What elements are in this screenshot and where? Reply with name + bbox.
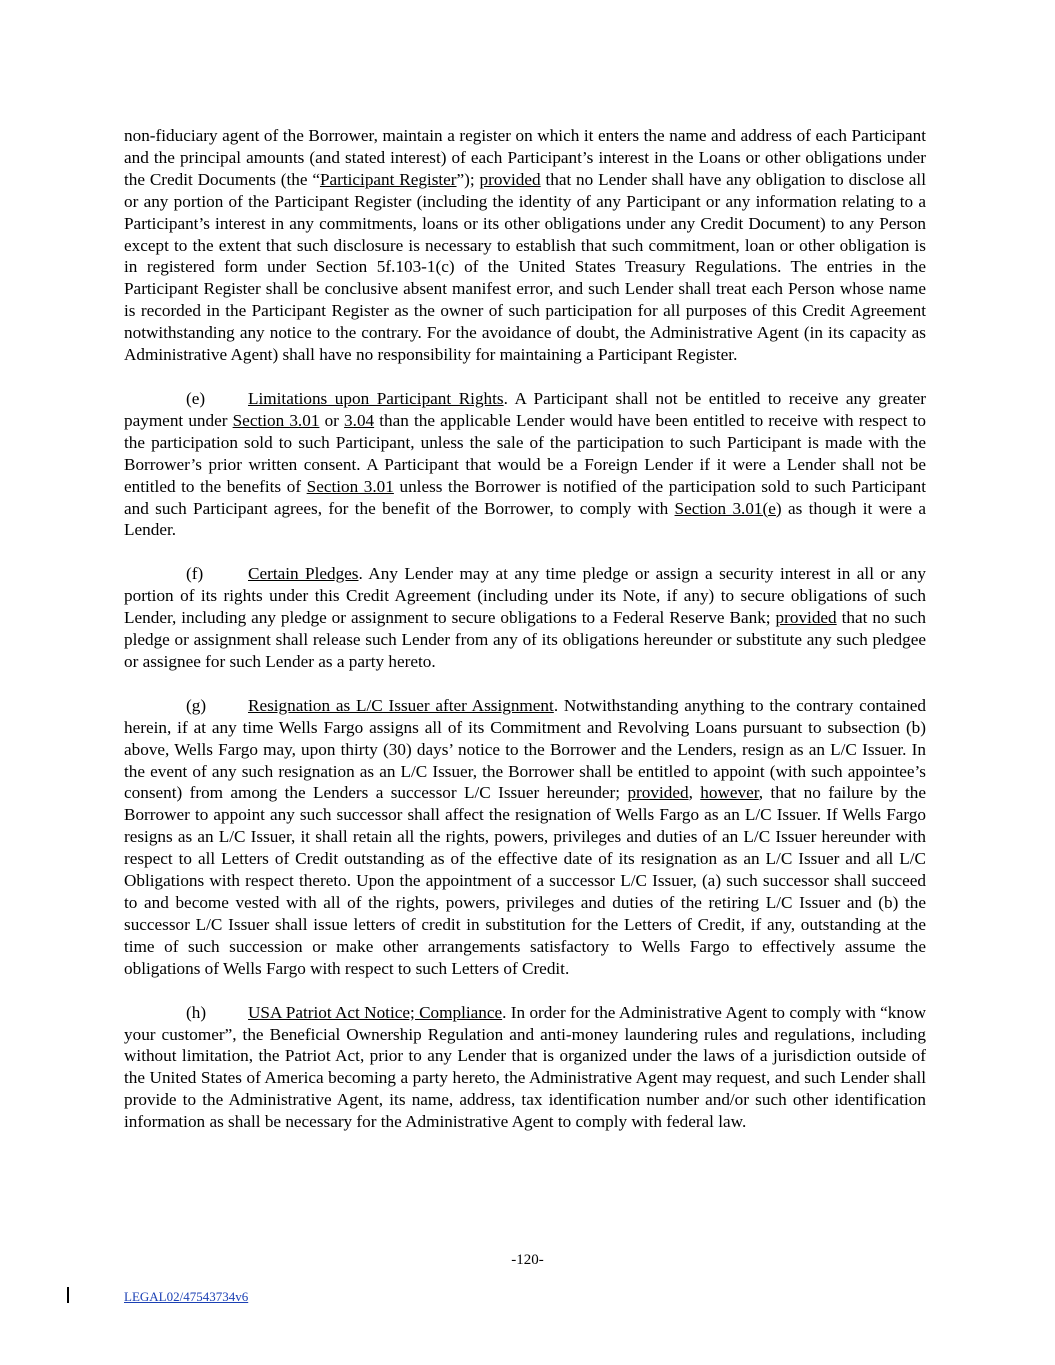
section-reference: Section 3.01 [232, 410, 320, 430]
proviso-term: provided [775, 608, 837, 628]
proviso-term: provided [479, 169, 541, 189]
document-body [124, 125, 926, 1155]
page-number: -120- [511, 1252, 544, 1268]
paragraph-label: (e) [186, 388, 206, 408]
paragraph-g: (g) Resignation as L/C Issuer after Assignment. Notwithstanding anything to the contrary contained herein, if at any time Wells Fargo assigns all of its Commitment and Revolving Loans pursuant to subsection (b) above, Wells Fargo may, upon thirty (30) days’ notice to the Borrower and the Lenders, resign as an L/C Issuer. In the event of any such resignation as an L/C Issuer, the Borrower shall be entitled to appoint (with such appointee’s consent) from among the Lenders a successor L/C Issuer hereunder; provided, however, that no failure by the Borrower to appoint any such successor shall affect the resignation of Wells Fargo as an L/C Issuer. If Wells Fargo resigns as an L/C Issuer, it shall retain all the rights, powers, privileges and duties of an L/C Issuer hereunder with respect to all Letters of Credit outstanding as of the effective date of its resignation as an L/C Issuer and all L/C Obligations with respect thereto. Upon the appointment of a successor L/C Issuer, (a) such successor shall succeed to and become vested with all of the rights, powers, privileges and duties of the retiring L/C Issuer and (b) the successor L/C Issuer shall issue letters of credit in substitution for the Letters of Credit, if any, outstanding at the time of such succession or make other arrangements satisfactory to Wells Fargo to effectively assume the obligations of Wells Fargo with respect to such Letters of Credit. [124, 695, 927, 978]
section-reference: 3.04 [344, 410, 375, 430]
paragraph-label: (f) [186, 564, 204, 584]
paragraph-heading: Resignation as L/C Issuer after Assignment [248, 695, 554, 715]
section-reference: Section 3.01(e) [674, 498, 782, 518]
paragraph-h: (h) USA Patriot Act Notice; Compliance. In order for the Administrative Agent to comply with “know your customer”, the Beneficial Ownership Regulation and anti-money laundering rules and regulations, including without limitation, the Patriot Act, prior to any Lender that is organized under the laws of a jurisdiction outside of the United States of America becoming a party hereto, the Administrative Agent may request, and such Lender shall provide to the Administrative Agent, its name, address, tax identification number and/or such other identification information as shall be necessary for the Administrative Agent to comply with federal law. [124, 1002, 926, 1132]
paragraph-heading: Limitations upon Participant Rights [248, 388, 504, 408]
paragraph-participant-register: non-fiduciary agent of the Borrower, maintain a register on which it enters the name and address of each Participant and the principal amounts (and stated interest) of each Participant’s interest in the Loans or other obligations under the Credit Documents (the “Participant Register”); provided that no Lender shall have any obligation to disclose all or any portion of the Participant Register (including the identity of any Participant or any information relating to a Participant’s interest in any commitments, loans or its other obligations under any Credit Document) to any Person except to the extent that such disclosure is necessary to establish that such commitment, loan or other obligation is in registered form under Section 5f.103-1(c) of the United States Treasury Regulations. The entries in the Participant Register shall be conclusive absent manifest error, and such Lender shall treat each Person whose name is recorded in the Participant Register as the owner of such participation for all purposes of this Credit Agreement notwithstanding any notice to the contrary. For the avoidance of doubt, the Administrative Agent (in its capacity as Administrative Agent) shall have no responsibility for maintaining a Participant Register. [124, 126, 926, 365]
paragraph-f: (f) Certain Pledges. Any Lender may at any time pledge or assign a security interest in all or any portion of its rights under this Credit Agreement (including under its Note, if any) to secure obligations of such Lender, including any pledge or assignment to secure obligations to a Federal Reserve Bank; provided that no such pledge or assignment shall release such Lender from any of its obligations hereunder or substitute any such pledgee or assignee for such Lender as a party hereto. [124, 564, 927, 671]
paragraph-label: (g) [186, 695, 207, 715]
paragraph-heading: USA Patriot Act Notice; Compliance [248, 1002, 503, 1022]
proviso-term: provided [627, 783, 689, 803]
paragraph-label: (h) [186, 1002, 207, 1022]
paragraph-e: (e) Limitations upon Participant Rights. A Participant shall not be entitled to receive any greater payment under Section 3.01 or 3.04 than the applicable Lender would have been entitled to receive with respect to the participation sold to such Participant, unless the sale of the participation to such Participant is made with the Borrower’s prior written consent. A Participant that would be a Foreign Lender if it were a Lender shall not be entitled to the benefits of Section 3.01 unless the Borrower is notified of the participation sold to such Participant and such Participant agrees, for the benefit of the Borrower, to comply with Section 3.01(e) as though it were a Lender. [124, 388, 926, 540]
proviso-term: however [700, 783, 759, 803]
section-reference: Section 3.01 [306, 476, 394, 496]
paragraph-heading: Certain Pledges [248, 564, 359, 584]
defined-term-participant-register: Participant Register [319, 169, 457, 189]
document-id-link[interactable]: LEGAL02/47543734v6 [124, 1289, 249, 1304]
revision-bar [67, 1287, 69, 1303]
